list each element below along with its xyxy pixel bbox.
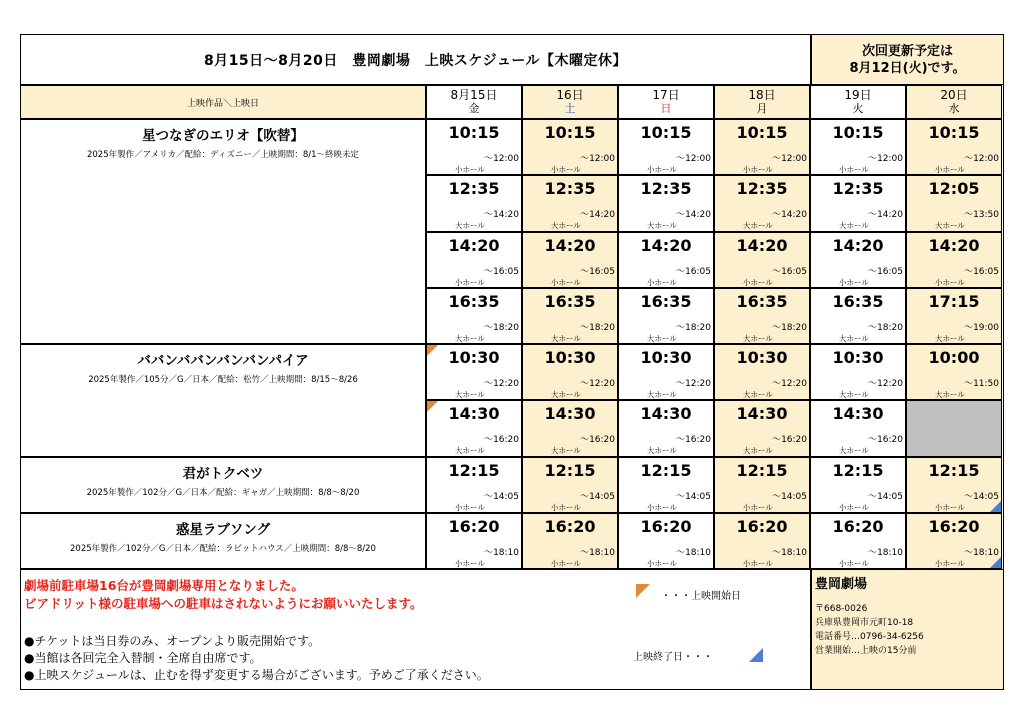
- hall-name: 小ホール: [743, 558, 773, 568]
- movie-details: 2025年製作／102分／G／日本／配給：ギャガ／上映期間：8/8～8/20: [86, 487, 360, 498]
- end-time: ～12:00: [868, 154, 903, 164]
- end-time: ～12:00: [484, 154, 519, 164]
- showtime-cell: [714, 344, 810, 400]
- day-header: [426, 85, 522, 119]
- start-time: 12:15: [544, 460, 596, 480]
- start-time: 10:15: [736, 123, 788, 142]
- hall-name: 小ホール: [551, 277, 581, 287]
- start-time: 10:15: [928, 123, 980, 142]
- start-time: 14:20: [736, 235, 788, 255]
- start-time: 14:20: [544, 235, 596, 255]
- end-time: ～14:05: [580, 491, 615, 502]
- hall-name: 大ホール: [647, 221, 677, 231]
- theater-phone: 電話番号…0796-34-6256: [815, 632, 924, 642]
- theater-postal: 〒668-0026: [815, 604, 868, 614]
- start-time: 16:20: [448, 516, 500, 536]
- end-time: ～12:20: [580, 379, 615, 389]
- end-time: ～18:10: [772, 547, 807, 558]
- hall-name: 大ホール: [455, 221, 485, 231]
- end-time: ～14:05: [868, 491, 903, 502]
- end-time: ～13:50: [964, 210, 999, 221]
- seating-note: ●当館は各回完全入替制・全席自由席です。: [24, 651, 262, 665]
- end-time: ～16:20: [868, 435, 903, 446]
- movie-title: 星つなぎのエリオ【吹替】: [142, 128, 304, 144]
- showtime-cell: [810, 457, 906, 513]
- day-date: 18日: [748, 88, 776, 102]
- start-time: 12:35: [448, 179, 500, 199]
- end-time: ～14:05: [772, 491, 807, 502]
- end-time: ～12:00: [580, 154, 615, 164]
- end-time: ～16:05: [868, 266, 903, 277]
- hall-name: 小ホール: [551, 558, 581, 568]
- showtime-cell: [618, 400, 714, 456]
- end-time: ～11:50: [964, 379, 999, 389]
- movie-title: 君がトクベツ: [182, 465, 264, 482]
- start-time: 10:00: [928, 348, 980, 367]
- end-time: ～14:05: [964, 491, 999, 502]
- day-date: 20日: [940, 88, 968, 102]
- showtime-cell: [522, 344, 618, 400]
- start-time: 16:20: [736, 516, 788, 536]
- hall-name: 大ホール: [743, 446, 773, 456]
- day-weekday: 日: [660, 102, 672, 115]
- hall-name: 小ホール: [647, 558, 677, 568]
- start-time: 12:35: [640, 179, 692, 199]
- hall-name: 大ホール: [551, 221, 581, 231]
- start-time: 14:20: [448, 235, 500, 255]
- hall-name: 小ホール: [551, 502, 581, 512]
- showtime-cell: [810, 175, 906, 231]
- showtime-cell: [426, 288, 522, 344]
- showtime-cell: [618, 232, 714, 288]
- hall-name: 大ホール: [455, 333, 485, 343]
- showtime-cell: [618, 513, 714, 569]
- hall-name: 小ホール: [935, 558, 965, 568]
- start-time: 16:20: [544, 516, 596, 536]
- showtime-cell: [810, 513, 906, 569]
- start-time: 16:20: [928, 516, 980, 536]
- hall-name: 大ホール: [743, 390, 773, 399]
- start-time: 12:35: [832, 179, 884, 199]
- hall-name: 小ホール: [647, 502, 677, 512]
- day-weekday: 金: [468, 102, 480, 115]
- hall-name: 大ホール: [647, 446, 677, 456]
- hall-name: 大ホール: [839, 390, 869, 399]
- day-header: [618, 85, 714, 119]
- theater-hours: 営業開始…上映の15分前: [815, 646, 917, 656]
- day-weekday: 火: [852, 102, 864, 115]
- hall-name: 小ホール: [743, 502, 773, 512]
- showtime-cell: [714, 457, 810, 513]
- hall-name: 大ホール: [743, 333, 773, 343]
- start-time: 17:15: [928, 291, 980, 311]
- start-time: 12:15: [736, 460, 788, 480]
- start-time: 10:15: [640, 123, 692, 142]
- showtime-cell: [906, 288, 1002, 344]
- end-time: ～16:05: [484, 266, 519, 277]
- showtime-cell: [906, 457, 1002, 513]
- showtime-cell: [522, 119, 618, 175]
- start-time: 10:30: [544, 348, 596, 367]
- page-title: 8月15日～8月20日 豊岡劇場 上映スケジュール【木曜定休】: [20, 34, 811, 85]
- showtime-cell: [906, 232, 1002, 288]
- start-time: 16:35: [640, 291, 692, 311]
- last-day-marker-icon: [990, 557, 1001, 568]
- start-time: 14:30: [736, 404, 788, 424]
- last-day-marker-icon: [990, 501, 1001, 512]
- movie-info-cell: [20, 119, 426, 344]
- end-time: ～14:20: [676, 210, 711, 221]
- end-time: ～18:20: [580, 322, 615, 333]
- hall-name: 小ホール: [935, 277, 965, 287]
- end-time: ～14:20: [484, 210, 519, 221]
- start-time: 14:30: [832, 404, 884, 424]
- end-time: ～12:00: [772, 154, 807, 164]
- day-date: 17日: [652, 88, 680, 102]
- end-marker-icon: [749, 648, 763, 662]
- end-time: ～18:20: [868, 322, 903, 333]
- end-time: ～18:10: [484, 547, 519, 558]
- showtime-cell: [426, 119, 522, 175]
- showtime-cell: [426, 232, 522, 288]
- showtime-cell: [906, 119, 1002, 175]
- showtime-cell: [714, 232, 810, 288]
- day-header: [714, 85, 810, 119]
- day-header: [522, 85, 618, 119]
- end-time: ～16:05: [580, 266, 615, 277]
- end-time: ～12:20: [772, 379, 807, 389]
- end-time: ～16:20: [484, 435, 519, 446]
- day-header: [906, 85, 1002, 119]
- hall-name: 小ホール: [647, 165, 677, 174]
- showtime-cell: [810, 400, 906, 456]
- showtime-cell: [426, 457, 522, 513]
- start-marker-icon: [636, 584, 650, 598]
- end-time: ～16:05: [964, 266, 999, 277]
- hall-name: 大ホール: [551, 390, 581, 399]
- showtime-cell: [906, 513, 1002, 569]
- end-time: ～18:20: [484, 322, 519, 333]
- showtime-cell: [522, 288, 618, 344]
- hall-name: 大ホール: [647, 390, 677, 399]
- showtime-cell: [522, 232, 618, 288]
- end-time: ～18:20: [772, 322, 807, 333]
- end-time: ～14:05: [676, 491, 711, 502]
- start-time: 12:05: [928, 179, 980, 199]
- day-header: [810, 85, 906, 119]
- showtime-cell: [618, 288, 714, 344]
- end-time: ～16:05: [772, 266, 807, 277]
- hall-name: 大ホール: [551, 446, 581, 456]
- hall-name: 大ホール: [839, 221, 869, 231]
- start-time: 16:35: [832, 291, 884, 311]
- start-time: 16:20: [832, 516, 884, 536]
- start-time: 12:15: [448, 460, 500, 480]
- start-time: 14:30: [544, 404, 596, 424]
- hall-name: 小ホール: [839, 165, 869, 174]
- end-time: ～18:20: [676, 322, 711, 333]
- end-time: ～18:10: [964, 547, 999, 558]
- showtime-cell: [522, 513, 618, 569]
- showtime-cell: [714, 175, 810, 231]
- showtime-cell: [714, 288, 810, 344]
- hall-name: 大ホール: [647, 333, 677, 343]
- start-time: 12:15: [928, 460, 980, 480]
- end-time: ～12:00: [964, 154, 999, 164]
- movie-info-cell: [20, 513, 426, 569]
- showtime-cell: [810, 344, 906, 400]
- day-date: 19日: [844, 88, 872, 102]
- movie-info-cell: [20, 457, 426, 513]
- showtime-cell: [618, 457, 714, 513]
- day-weekday: 月: [756, 102, 768, 115]
- theater-name: 豊岡劇場: [815, 577, 868, 592]
- end-time: ～16:20: [676, 435, 711, 446]
- day-date: 16日: [556, 88, 584, 102]
- showtime-cell: [618, 119, 714, 175]
- start-time: 10:15: [544, 123, 596, 142]
- showtime-cell: [426, 344, 522, 400]
- day-date: 8月15日: [450, 88, 498, 102]
- next-update-notice: [811, 34, 1004, 85]
- parking-notice-2: ビアドリット様の駐車場への駐車はされないようにお願いいたします。: [24, 596, 423, 611]
- start-time: 10:30: [736, 348, 788, 367]
- theater-address: 兵庫県豊岡市元町10-18: [815, 618, 914, 628]
- hall-name: 小ホール: [455, 165, 485, 174]
- hall-name: 大ホール: [839, 333, 869, 343]
- hall-name: 大ホール: [743, 221, 773, 231]
- header-label: 上映作品＼上映日: [20, 85, 426, 119]
- end-time: ～19:00: [964, 322, 999, 333]
- hall-name: 小ホール: [743, 277, 773, 287]
- showtime-cell: [810, 288, 906, 344]
- end-time: ～18:10: [676, 547, 711, 558]
- end-time: ～14:05: [484, 491, 519, 502]
- hall-name: 小ホール: [839, 502, 869, 512]
- hall-name: 小ホール: [455, 277, 485, 287]
- hall-name: 小ホール: [839, 277, 869, 287]
- showtime-cell: [714, 513, 810, 569]
- start-time: 14:20: [640, 235, 692, 255]
- start-time: 10:15: [448, 123, 500, 142]
- start-time: 10:30: [640, 348, 692, 367]
- showtime-cell: [906, 175, 1002, 231]
- hall-name: 大ホール: [839, 446, 869, 456]
- end-time: ～18:10: [580, 547, 615, 558]
- movie-title: ババンババンバンバンパイア: [137, 353, 309, 369]
- start-time: 16:35: [544, 291, 596, 311]
- hall-name: 大ホール: [935, 221, 965, 231]
- start-time: 16:35: [736, 291, 788, 311]
- start-time: 14:20: [928, 235, 980, 255]
- start-time: 14:30: [448, 404, 500, 424]
- hall-name: 小ホール: [935, 502, 965, 512]
- start-time: 10:30: [832, 348, 884, 367]
- movie-title: 惑星ラブソング: [175, 521, 271, 538]
- footer-notes: [20, 569, 811, 690]
- showtime-cell: [426, 513, 522, 569]
- end-time: ～14:20: [772, 210, 807, 221]
- next-update-line1: 次回更新予定は: [861, 43, 953, 59]
- showtime-cell: [522, 400, 618, 456]
- hall-name: 大ホール: [455, 390, 485, 399]
- showtime-cell: [522, 175, 618, 231]
- end-time: ～12:00: [676, 154, 711, 164]
- legend-end-label: 上映終了日・・・: [633, 652, 713, 663]
- ticket-note: ●チケットは当日券のみ、オープンより販売開始です。: [24, 634, 321, 648]
- hall-name: 小ホール: [935, 165, 965, 174]
- theater-info: [811, 569, 1004, 690]
- start-time: 10:30: [448, 348, 500, 367]
- start-time: 14:30: [640, 404, 692, 424]
- start-time: 16:35: [448, 291, 500, 311]
- movie-details: 2025年製作／105分／G／日本／配給：松竹／上映期間：8/15～8/26: [88, 375, 358, 385]
- showtime-cell: [810, 119, 906, 175]
- start-time: 12:35: [736, 179, 788, 199]
- hall-name: 大ホール: [551, 333, 581, 343]
- hall-name: 小ホール: [455, 502, 485, 512]
- start-time: 10:15: [832, 123, 884, 142]
- day-weekday: 水: [948, 102, 960, 115]
- showtime-cell: [618, 344, 714, 400]
- showtime-cell: [426, 400, 522, 456]
- end-time: ～16:20: [580, 435, 615, 446]
- opening-day-marker-icon: [427, 401, 438, 412]
- next-update-line2: 8月12日(火)です。: [849, 60, 966, 76]
- end-time: ～14:20: [580, 210, 615, 221]
- showtime-cell: [618, 175, 714, 231]
- hall-name: 大ホール: [935, 390, 965, 399]
- movie-info-cell: [20, 344, 426, 457]
- hall-name: 小ホール: [455, 558, 485, 568]
- start-time: 12:15: [832, 460, 884, 480]
- showtime-cell: [714, 119, 810, 175]
- no-screening-cell: [906, 400, 1002, 456]
- end-time: ～16:20: [772, 435, 807, 446]
- hall-name: 小ホール: [743, 165, 773, 174]
- hall-name: 小ホール: [647, 277, 677, 287]
- day-weekday: 土: [564, 102, 576, 115]
- opening-day-marker-icon: [427, 345, 438, 356]
- change-note: ●上映スケジュールは、止むを得ず変更する場合がございます。予めご了承ください。: [24, 668, 489, 682]
- showtime-cell: [522, 457, 618, 513]
- showtime-cell: [714, 400, 810, 456]
- showtime-cell: [906, 344, 1002, 400]
- hall-name: 小ホール: [551, 165, 581, 174]
- end-time: ～12:20: [676, 379, 711, 389]
- end-time: ～16:05: [676, 266, 711, 277]
- start-time: 16:20: [640, 516, 692, 536]
- hall-name: 小ホール: [839, 558, 869, 568]
- legend-start-label: ・・・上映開始日: [661, 591, 741, 602]
- end-time: ～12:20: [484, 379, 519, 389]
- showtime-cell: [426, 175, 522, 231]
- movie-details: 2025年製作／アメリカ／配給：ディズニー／上映期間：8/1～終映未定: [86, 150, 360, 160]
- movie-details: 2025年製作／102分／G／日本／配給：ラビットハウス／上映期間：8/8～8/20: [70, 543, 376, 554]
- end-time: ～12:20: [868, 379, 903, 389]
- showtime-cell: [810, 232, 906, 288]
- hall-name: 大ホール: [935, 333, 965, 343]
- end-time: ～18:10: [868, 547, 903, 558]
- start-time: 12:35: [544, 179, 596, 199]
- parking-notice-1: 劇場前駐車場16台が豊岡劇場専用となりました。: [24, 578, 304, 593]
- hall-name: 大ホール: [455, 446, 485, 456]
- end-time: ～14:20: [868, 210, 903, 221]
- start-time: 14:20: [832, 235, 884, 255]
- start-time: 12:15: [640, 460, 692, 480]
